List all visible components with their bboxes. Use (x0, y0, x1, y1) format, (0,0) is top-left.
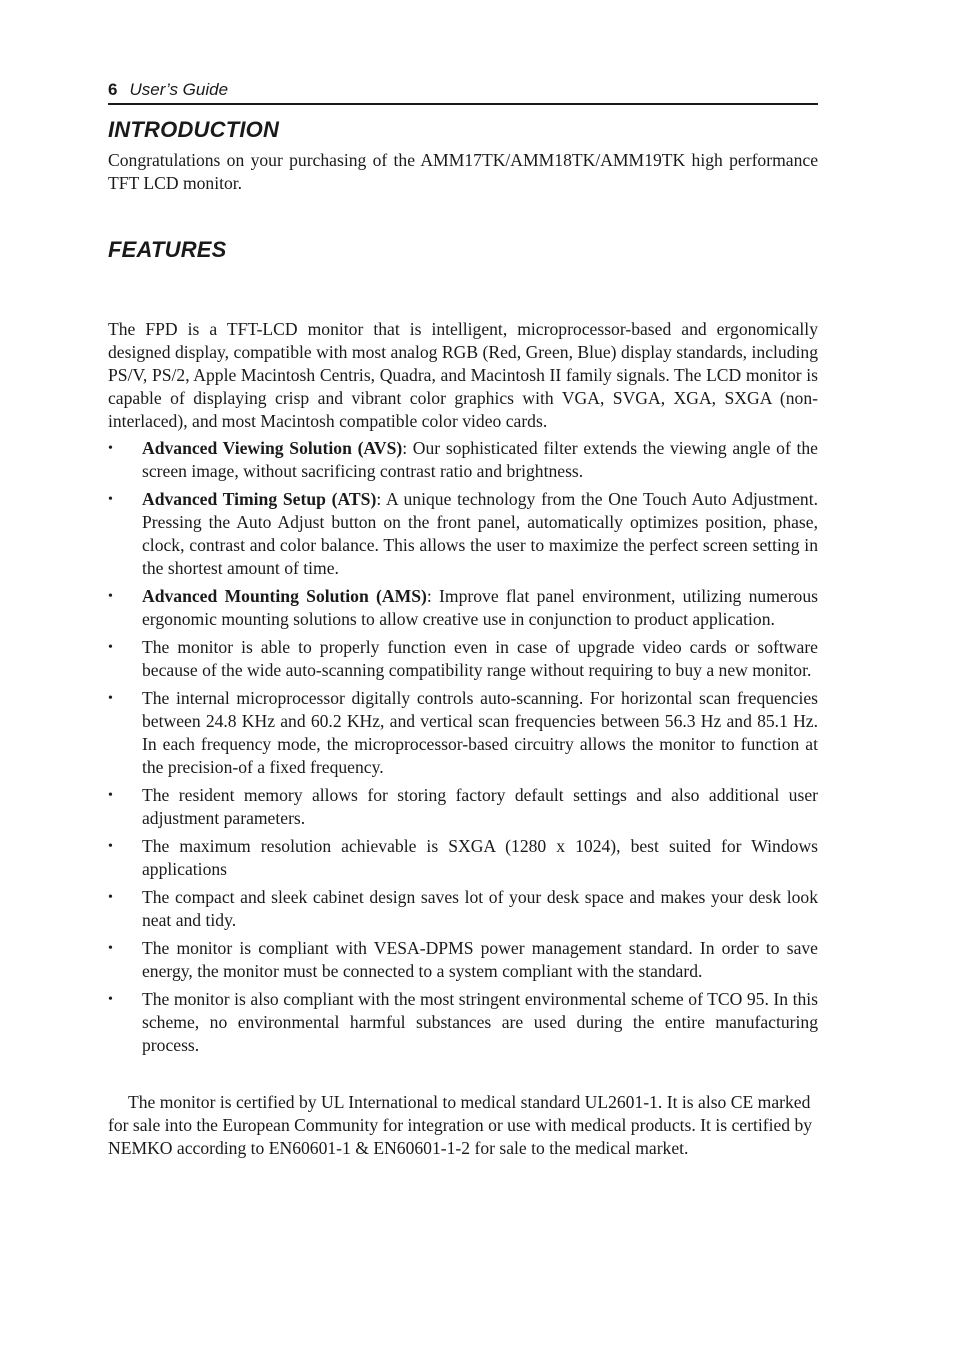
feature-item (108, 784, 818, 830)
bullet-icon: • (108, 589, 113, 604)
feature-term: Advanced Timing Setup (ATS) (142, 489, 377, 509)
introduction-heading: INTRODUCTION (108, 117, 280, 142)
feature-item (108, 585, 818, 631)
bullet-icon: • (108, 839, 113, 854)
bullet-icon: • (108, 788, 113, 803)
feature-item (108, 988, 818, 1057)
bullet-icon: • (108, 640, 113, 655)
feature-text: The compact and sleek cabinet design saves lot of your desk space and makes your desk look neat and tidy. (142, 887, 818, 930)
feature-text: The resident memory allows for storing factory default settings and also additional user adjustment parameters. (142, 785, 818, 828)
features-intro: The FPD is a TFT-LCD monitor that is intelligent, microprocessor-based and ergonomically designed display, compatible with most analog RGB (Red, Green, Blue) display standards, including PS/V, PS/2, Apple Macintosh Centris, Quadra, and Macintosh II family signals. The LCD monitor is capable of displaying crisp and vibrant color graphics with VGA, SVGA, XGA, SXGA (non-interlaced), and most Macintosh compatible color video cards. (108, 319, 818, 431)
feature-text: The maximum resolution achievable is SXGA (1280 x 1024), best suited for Windows applications (142, 836, 818, 879)
bullet-icon: • (108, 691, 113, 706)
feature-item (108, 886, 818, 932)
feature-text: : Improve flat panel environment, utilizing numerous ergonomic mounting solutions to allow creative use in conjunction to product application. (142, 586, 818, 629)
feature-text: The monitor is compliant with VESA-DPMS power management standard. In order to save energy, the monitor must be connected to a system compliant with the standard. (142, 938, 818, 981)
feature-item (108, 835, 818, 881)
feature-text: The internal microprocessor digitally controls auto-scanning. For horizontal scan frequencies between 24.8 KHz and 60.2 KHz, and vertical scan frequencies between 56.3 Hz and 85.1 Hz. In each frequency mode, the microprocessor-based circuitry allows the monitor to function at the precision-of a fixed frequency. (142, 688, 818, 777)
bullet-icon: • (108, 890, 113, 905)
bullet-icon: • (108, 941, 113, 956)
feature-text: The monitor is also compliant with the most stringent environmental scheme of TCO 95. In this scheme, no environmental harmful substances are used during the entire manufacturing process. (142, 989, 818, 1055)
feature-item (108, 687, 818, 779)
bullet-icon: • (108, 441, 113, 456)
feature-text: The monitor is able to properly function even in case of upgrade video cards or software because of the wide auto-scanning compatibility range without requiring to buy a new monitor. (142, 637, 818, 680)
page-number: 6 (108, 80, 118, 99)
feature-text: : Our sophisticated filter extends the viewing angle of the screen image, without sacrificing contrast ratio and brightness. (142, 438, 818, 481)
feature-item (108, 488, 818, 580)
feature-list (108, 437, 818, 1057)
feature-term: Advanced Viewing Solution (AVS) (142, 438, 403, 458)
features-heading: FEATURES (108, 237, 227, 262)
running-header (108, 80, 818, 105)
feature-item (108, 937, 818, 983)
bullet-icon: • (108, 992, 113, 1007)
document-page (108, 80, 818, 1160)
introduction-text: Congratulations on your purchasing of the AMM17TK/AMM18TK/AMM19TK high performance TFT LCD monitor. (108, 150, 818, 193)
feature-term: Advanced Mounting Solution (AMS) (142, 586, 427, 606)
header-title: User’s Guide (129, 80, 229, 99)
feature-item (108, 437, 818, 483)
closing-text: The monitor is certified by UL International to medical standard UL2601-1. It is also CE marked for sale into the European Community for integration or use with medical products. It is certified by NEMKO according to EN60601-1 & EN60601-1-2 for sale to the medical market. (108, 1092, 813, 1158)
bullet-icon: • (108, 492, 113, 507)
feature-item (108, 636, 818, 682)
closing-paragraph (108, 1091, 818, 1160)
feature-text: : A unique technology from the One Touch Auto Adjustment. Pressing the Auto Adjust button on the front panel, automatically optimizes position, phase, clock, contrast and color balance. This allows the user to maximize the perfect screen setting in the shortest amount of time. (142, 489, 818, 578)
